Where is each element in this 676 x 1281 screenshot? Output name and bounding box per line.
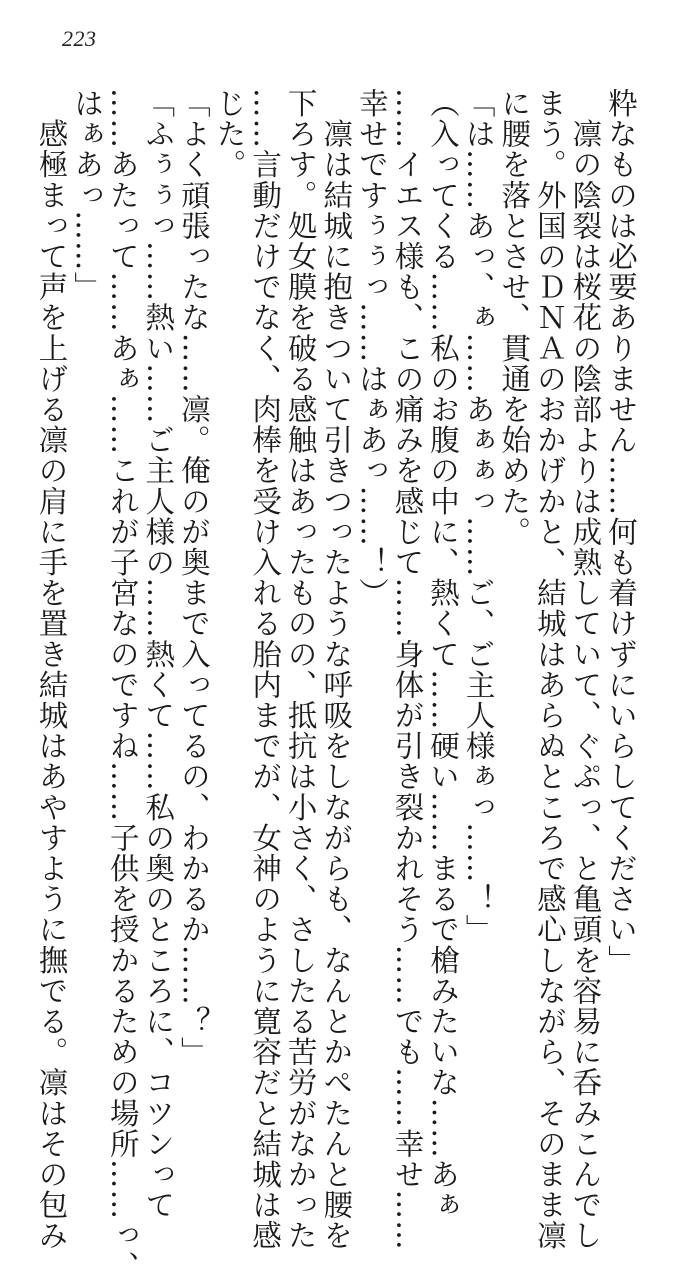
text-line: はぁあっ……」: [70, 88, 105, 303]
page-number: 223: [62, 26, 97, 51]
text-line: に腰を落とさせ、貫通を始めた。: [497, 88, 532, 547]
text-line: 凛の陰裂は桜花の陰部よりは成熟していて、ぐぷっ、と亀頭を容易に呑みこんでし: [568, 88, 603, 1251]
text-line: じた。: [212, 88, 247, 180]
text-line: 粋なものは必要ありません……何も着けずにいらしてください」: [604, 88, 638, 976]
text-line: ……言動だけでなく、肉棒を受け入れる胎内までが、女神のように寛容だと結城は感: [248, 88, 283, 1251]
text-line: 「ふぅぅっ……熱い……ご主人様の……熱くて……私の奥のところに、コツンって: [141, 88, 176, 1221]
text-line: 幸せですぅぅっ……はぁあっ……！）: [354, 88, 389, 609]
text-line: 凛は結城に抱きついて引きつったような呼吸をしながらも、なんとかぺたんと腰を: [319, 88, 354, 1251]
text-line: ……あたって……あぁ……これが子宮なのですね……子供を授かるための場所……っ、: [105, 88, 140, 1281]
text-line: まう。外国のＤＮＡのおかげかと、結城はあらぬところで感心しながら、そのまま凛: [532, 88, 567, 1251]
text-line: ……イエス様も、この痛みを感じて……身体が引き裂かれそう……でも……幸せ……: [390, 88, 425, 1251]
text-line: 下ろす。処女膜を破る感触はあったものの、抵抗は小さく、さしたる苦労がなかった: [283, 88, 318, 1251]
text-line: （入ってくる……私のお腹の中に、熱くて……硬い……まるで槍みたいな……あぁ: [426, 88, 461, 1221]
vertical-text-body: [34, 88, 638, 1281]
text-line: 感極まって声を上げる凛の肩に手を置き結城はあやすように撫でる。凛はその包み: [34, 88, 69, 1251]
text-line: 「は……あっ、ぁ……あぁぁっ……ご、ご主人様ぁっ……！」: [461, 88, 496, 945]
text-line: 「よく頑張ったな……凛。俺のが奥まで入ってるの、わかるか……？」: [176, 88, 211, 1068]
